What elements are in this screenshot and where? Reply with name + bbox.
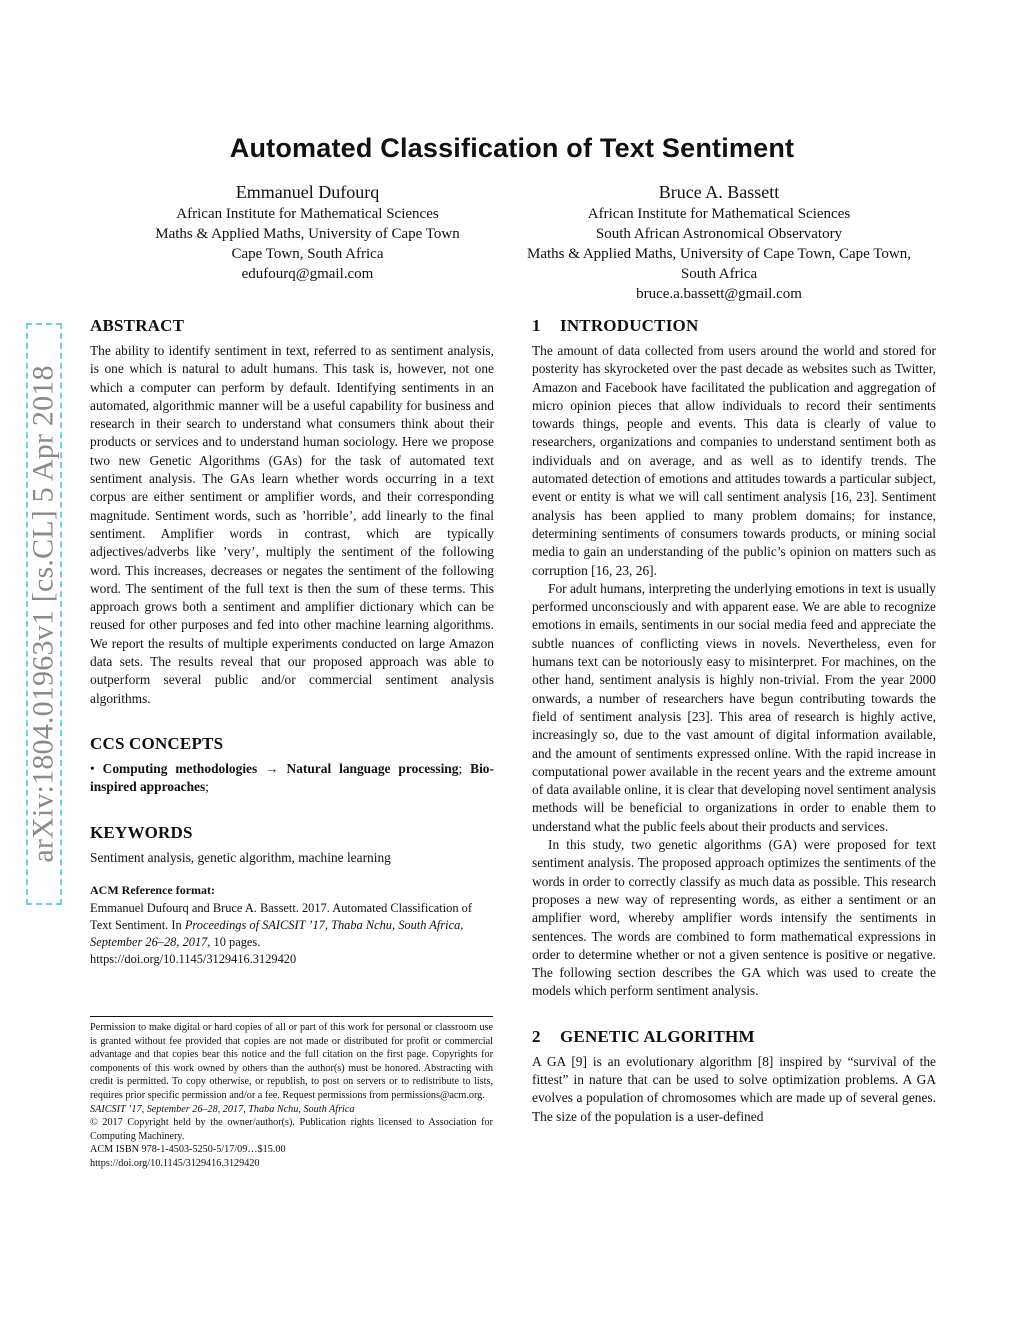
genetic-paragraph: A GA [9] is an evolutionary algorithm [8] inspired by “survival of the fittest” in nature that can be used to solve optimization problems. A GA evolves a population of chromosomes which are made up of several genes. The size of the population is a user-defined [532,1053,936,1124]
author-affiliation: African Institute for Mathematical Sciences [176,206,439,222]
ccs-arrow: → [265,760,279,776]
permission-notice: Permission to make digital or hard copies of all or part of this work for personal or classroom use is granted without fee provided that copies are not made or distributed for profit or commercial advantage and that copies bear this notice and the full citation on the first page. Copyrights for components of this work owned by others than the author(s) must be honored. Abstracting with credit is permitted. To copy otherwise, or republish, to post on servers or to redistribute to lists, requires prior specific permission and/or a fee. Request permissions from permissions@acm.org. [90,1022,493,1101]
ccs-concept: Bio-inspired approaches [90,760,494,795]
author-affiliation: South African Astronomical Observatory [595,226,843,242]
conference-line: SAICSIT ’17, September 26–28, 2017, Thaba Nchu, South Africa [90,1103,355,1115]
author-affiliation: Maths & Applied Maths, University of Cape Town [155,226,460,242]
arxiv-stamp [26,323,62,905]
author-affiliation: Cape Town, South Africa [231,246,384,262]
copyright-footnote [90,1016,493,1171]
keywords-text: Sentiment analysis, genetic algorithm, machine learning [90,849,391,865]
introduction-heading: 1 INTRODUCTION [532,316,699,335]
isbn-line: ACM ISBN 978-1-4503-5250-5/17/09…$15.00 [90,1144,286,1156]
intro-paragraph: In this study, two genetic algorithms (GA) were proposed for text sentiment analysis. The proposed approach optimizes the sentiments of the words in order to correctly classify as much data as possible. This research proposes a new way of representing words, as either a sentiment or an amplifier word, whereby amplifier words intensify the sentiments in sentences. The words are combined to form mathematical expressions in order to determine whether or not a given sentence is positive or negative. The following section describes the GA which was used to create the models which perform sentiment analysis. [532,837,936,999]
author-block-1 [130,180,485,284]
intro-paragraph: For adult humans, interpreting the underlying emotions in text is usually performed unconsciously and with apparent ease. We are able to recognize emotions in emails, sentiments in our social media feed and appreciate the subtle nuances of conflicting views in novels. Nevertheless, even for humans text can be notoriously easy to misinterpret. For machines, on the other hand, sentiment analysis is highly non-trivial. From the year 2000 onwards, a number of researchers have begun contributing towards the field of sentiment analysis [23]. This area of research is highly active, increasingly so, due to the vast amount of digital information available, and the amount of sentiments expressed online. With the rapid increase in computational power available in the recent years and the extreme amount of data available online, it is clear that developing novel sentiment analysis methods will be beneficial to organizations in order to enable them to understand what the public feels about their products and services. [532,580,936,834]
author-email[interactable]: edufourq@gmail.com [241,266,374,282]
left-column [90,316,494,968]
paper-title: Automated Classification of Text Sentiment [229,133,795,163]
author-name: Bruce A. Bassett [658,182,780,202]
acm-reference: Emmanuel Dufourq and Bruce A. Bassett. 2017. Automated Classification of Text Sentiment. In Proceedings of SAICSIT ’17, Thaba Nchu, South Africa, September 26–28, 2017, 10 pages. https://doi.org/10.1145/3129416.3129420 [90,900,472,966]
copyright-line: © 2017 Copyright held by the owner/author(s). Publication rights licensed to Association for Computing Machinery. [90,1117,493,1142]
arxiv-identifier: arXiv:1804.01963v1 [cs.CL] 5 Apr 2018 [27,365,61,863]
author-name: Emmanuel Dufourq [235,182,380,202]
intro-paragraph: The amount of data collected from users around the world and stored for posterity has skyrocketed over the past decade as websites such as Twitter, Amazon and Facebook have facilitated the publication and aggregation of micro opinion pieces that allow individuals to record their sentiments towards things, people and events. This data is clearly of value to researchers, organizations and companies to understand sentiment both as individuals and on average, and as well as to identify trends. The automated detection of emotions and attitudes towards a particular subject, event or entity is what we will call sentiment analysis [16, 23]. Sentiment analysis has been applied to many problem domains; for instance, determining sentiments of consumers towards products, or mining social media to gain an understanding of the public’s opinion on matters such as corruption [16, 23, 26]. [532,343,936,578]
right-column [532,316,936,1126]
ccs-heading: CCS CONCEPTS [90,733,224,753]
abstract-text: The ability to identify sentiment in text, referred to as sentiment analysis, is one which is natural to adult humans. This task is, however, not one which a computer can perform by default. Identifying sentiments in an automated, algorithmic manner will be a useful capability for business and research in their search to understand what consumers think about their products or services and to understand human sociology. Here we propose two new Genetic Algorithms (GAs) for the task of automated text sentiment analysis. The GAs learn whether words occurring in a text corpus are either sentiment or amplifier words, and their corresponding magnitude. Sentiment words, such as ’horrible’, add linearly to the final sentiment. Amplifier words in contrast, which are typically adjectives/adverbs like ’very’, multiply the sentiment of the following word. This increases, decreases or negates the sentiment of the following word. The sentiment of the full text is then the sum of these terms. This approach grows both a sentiment and amplifier dictionary which can be reused for other purposes and fed into other machine learning algorithms. We report the results of multiple experiments conducted on large Amazon data sets. The results reveal that our proposed approach was able to outperform several public and/or commercial sentiment analysis algorithms. [90,343,494,706]
acm-reference-doi[interactable]: https://doi.org/10.1145/3129416.3129420 [90,951,297,966]
abstract-heading: ABSTRACT [90,316,185,335]
keywords-heading: KEYWORDS [90,822,193,842]
ccs-concepts: • Computing methodologies → Natural language processing; Bio-inspired approaches; [90,760,494,795]
author-affiliation: Maths & Applied Maths, University of Cape Town, Cape Town, South Africa [527,246,911,282]
genetic-algorithm-heading: 2 GENETIC ALGORITHM [532,1026,755,1046]
ccs-concept: Computing methodologies [102,760,258,776]
footnote-doi[interactable]: https://doi.org/10.1145/3129416.3129420 [90,1157,260,1169]
author-block-2 [520,180,918,304]
acm-reference-heading: ACM Reference format: [90,882,216,897]
author-email[interactable]: bruce.a.bassett@gmail.com [636,286,802,302]
author-affiliation: African Institute for Mathematical Sciences [587,206,851,222]
ccs-bullet: • [90,760,95,776]
ccs-concept: Natural language processing [286,760,459,776]
